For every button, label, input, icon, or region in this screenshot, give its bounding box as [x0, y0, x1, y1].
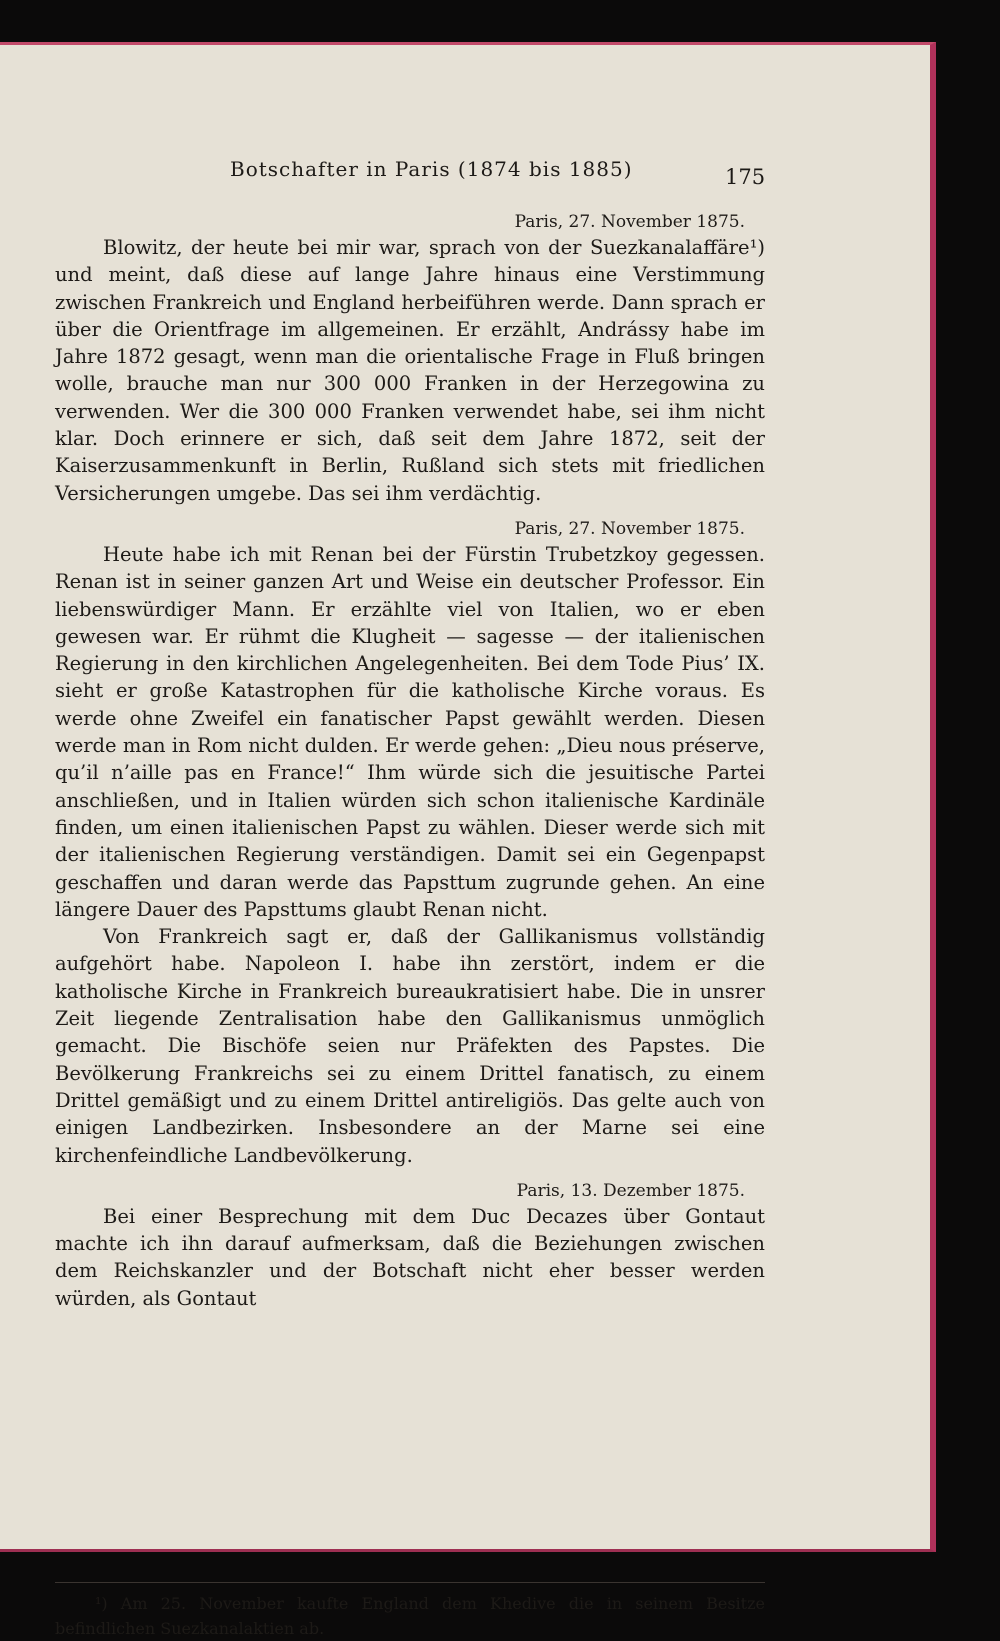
paragraph: Blowitz, der heute bei mir war, sprach von der Suezkanalaffäre¹) und meint, daß diese auf lange Jahre hinaus eine Verstimmung zwischen Frankreich und England herbeiführen werde. Dann sprach er über die Orientfrage im allgemeinen. Er erzählt, Andrássy habe im Jahre 1872 gesagt, wenn man die orientalische Frage in Fluß bringen wolle, brauche man nur 300 000 Franken in der Herzegowina zu verwenden. Wer die 300 000 Franken verwendet habe, sei ihm nicht klar. Doch erinnere er sich, daß seit dem Jahre 1872, seit der Kaiserzusammenkunft in Berlin, Rußland sich stets mit friedlichen Versicherungen umgebe. Das sei ihm verdächtig. [55, 236, 765, 505]
footnote: ¹) Am 25. November kaufte England dem Khedive die in seinem Besitze befindlichen Suezkanalaktien ab. [55, 1594, 765, 1638]
entry-3 [55, 1179, 765, 1312]
running-title: Botschafter in Paris (1874 bis 1885) [230, 157, 633, 181]
dateline: Paris, 27. November 1875. [514, 518, 745, 539]
dateline: Paris, 27. November 1875. [514, 212, 745, 232]
paragraph: Heute habe ich mit Renan bei der Fürstin Trubetzkoy gegessen. Renan ist in seiner ganzen Art und Weise ein deutscher Professor. Ein liebenswürdiger Mann. Er erzählte viel von Italien, wo er eben gewesen war. Er rühmt die Klugheit — sagesse — der italienischen Regierung in den kirchlichen Angelegenheiten. Bei dem Tode Pius’ IX. sieht er große Katastrophen für die katholische Kirche voraus. Es werde ohne Zweifel ein fanatischer Papst gewählt werden. Diesen werde man in Rom nicht dulden. Er werde gehen: „Dieu nous préserve, qu’il n’aille pas en France!“ Ihm würde sich die jesuitische Partei anschließen, und in Italien würden sich schon italienische Kardinäle finden, um einen italienischen Papst zu wählen. Dieser werde sich mit der italienischen Regierung verständigen. Damit sei ein Gegenpapst geschaffen und daran werde das Papsttum zugrunde gehen. An eine längere Dauer des Papsttums glaubt Renan nicht. [55, 542, 765, 921]
paragraph: Bei einer Besprechung mit dem Duc Decazes über Gontaut machte ich ihn darauf aufmerksam, daß die Beziehungen zwischen dem Reichskanzler und der Botschaft nicht eher besser werden würden, als Gontaut [55, 1204, 765, 1310]
book-page [0, 42, 936, 1638]
paragraph: Von Frankreich sagt er, daß der Gallikanismus vollständig aufgehört habe. Napoleon I. habe ihn zerstört, indem er die katholische Kirche in Frankreich bureaukratisiert habe. Die in unsrer Zeit liegende Zentralisation habe den Gallikanismus unmöglich gemacht. Die Bischöfe seien nur Präfekten des Papstes. Die Bevölkerung Frankreichs sei zu einem Drittel fanatisch, zu einem Drittel gemäßigt und zu einem Drittel antireligiös. Das gelte auch von einigen Landbezirken. Insbesondere an der Marne sei eine kirchenfeindliche Landbevölkerung. [55, 925, 765, 1167]
page-number: 175 [725, 165, 766, 189]
entry-2 [55, 517, 765, 1169]
page-body [55, 200, 765, 1312]
entry-1 [55, 210, 765, 507]
dateline: Paris, 13. Dezember 1875. [516, 1180, 745, 1201]
footnote-rule [55, 1582, 765, 1583]
